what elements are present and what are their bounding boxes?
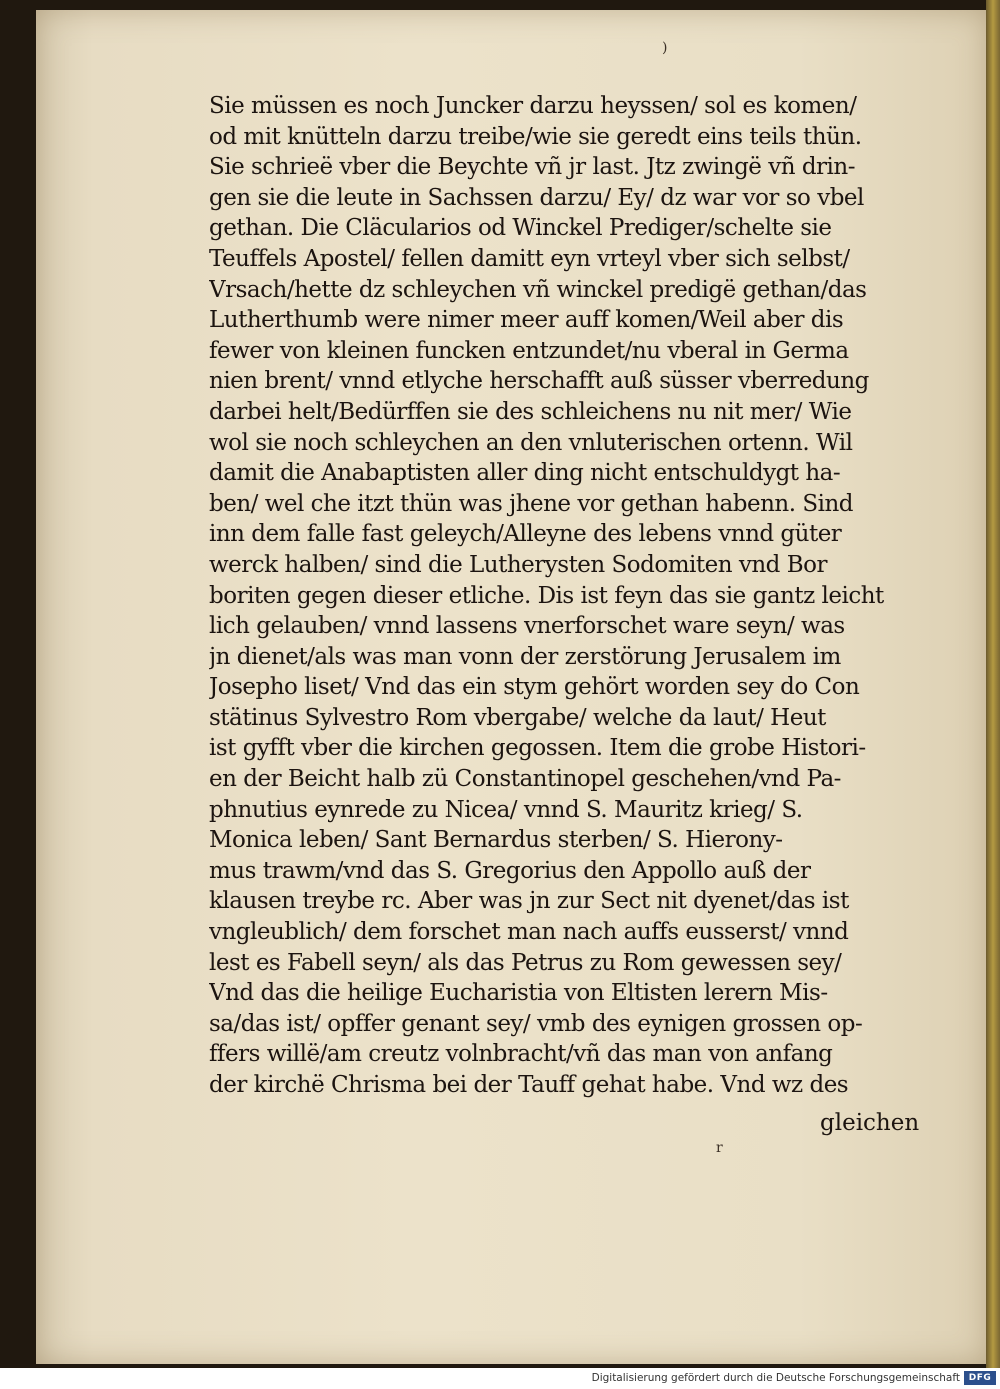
text-line: sa/das ist/ opffer genant sey/ vmb des eynigen grossen op- (209, 1010, 863, 1037)
text-line: ben/ wel che itzt thün was jhene vor gethan habenn. Sind (209, 490, 853, 517)
text-line: Sie müssen es noch Juncker darzu heyssen/ sol es komen/ (209, 93, 857, 119)
top-page-mark: ) (662, 40, 668, 56)
text-line: gen sie die leute in Sachssen darzu/ Ey/ dz war vor so vbel (209, 184, 864, 211)
bottom-page-mark: r (716, 1140, 723, 1156)
text-line: gethan. Die Cläcularios od Winckel Prediger/schelte sie (209, 215, 832, 242)
text-line: Lutherthumb were nimer meer auff komen/Weil aber dis (209, 307, 844, 334)
text-line: Vnd das die heilige Eucharistia von Eltisten lerern Mis- (209, 980, 828, 1007)
footer-bar (0, 1368, 1000, 1389)
text-line: Monica leben/ Sant Bernardus sterben/ S. Hierony- (209, 827, 783, 854)
text-line: od mit knütteln darzu treibe/wie sie geredt eins teils thün. (209, 123, 862, 150)
text-line: lest es Fabell seyn/ als das Petrus zu Rom gewessen sey/ (209, 949, 842, 976)
dfg-logo-icon: DFG (964, 1371, 996, 1385)
text-line: fewer von kleinen funcken entzundet/nu vberal in Germa (209, 337, 849, 364)
funding-credit-text: Digitalisierung gefördert durch die Deutsche Forschungsgemeinschaft (591, 1372, 960, 1384)
text-line: klausen treybe rc. Aber was jn zur Sect nit dyenet/das ist (209, 888, 849, 915)
book-spine-edge (986, 0, 1000, 1368)
text-line: lich gelauben/ vnnd lassens vnerforschet ware seyn/ was (209, 613, 845, 640)
text-line: damit die Anabaptisten aller ding nicht entschuldygt ha- (209, 460, 841, 487)
text-line: darbei helt/Bedürffen sie des schleichens nu nit mer/ Wie (209, 398, 852, 425)
text-line: phnutius eynrede zu Nicea/ vnnd S. Mauritz krieg/ S. (209, 796, 803, 823)
body-text-block (209, 91, 929, 1101)
text-line: ist gyfft vber die kirchen gegossen. Item die grobe Histori- (209, 735, 866, 762)
text-line: werck halben/ sind die Lutherysten Sodomiten vnd Bor (209, 551, 827, 578)
text-line: Vrsach/hette dz schleychen vñ winckel predigë gethan/das (209, 276, 867, 303)
text-line: boriten gegen dieser etliche. Dis ist feyn das sie gantz leicht (209, 582, 884, 609)
text-line: en der Beicht halb zü Constantinopel geschehen/vnd Pa- (209, 766, 841, 793)
text-line: inn dem falle fast geleych/Alleyne des lebens vnnd güter (209, 521, 842, 548)
catchword: gleichen (820, 1110, 920, 1136)
text-line: Sie schrieë vber die Beychte vñ jr last. Jtz zwingë vñ drin- (209, 154, 855, 181)
text-line: der kirchë Chrisma bei der Tauff gehat habe. Vnd wz des (209, 1072, 849, 1098)
text-line: mus trawm/vnd das S. Gregorius den Appollo auß der (209, 857, 811, 884)
text-line: wol sie noch schleychen an den vnluterischen ortenn. Wil (209, 429, 853, 456)
text-line: stätinus Sylvestro Rom vbergabe/ welche da laut/ Heut (209, 704, 826, 731)
text-line: jn dienet/als was man vonn der zerstörung Jerusalem im (209, 643, 841, 670)
text-line: Teuffels Apostel/ fellen damitt eyn vrteyl vber sich selbst/ (209, 245, 850, 272)
text-line: vngleublich/ dem forschet man nach auffs eusserst/ vnnd (209, 919, 849, 946)
text-line: ffers willë/am creutz volnbracht/vñ das man von anfang (209, 1041, 833, 1068)
text-line: nien brent/ vnnd etlyche herschafft auß süsser vberredung (209, 368, 869, 395)
text-line: Josepho liset/ Vnd das ein stym gehört worden sey do Con (209, 674, 860, 701)
